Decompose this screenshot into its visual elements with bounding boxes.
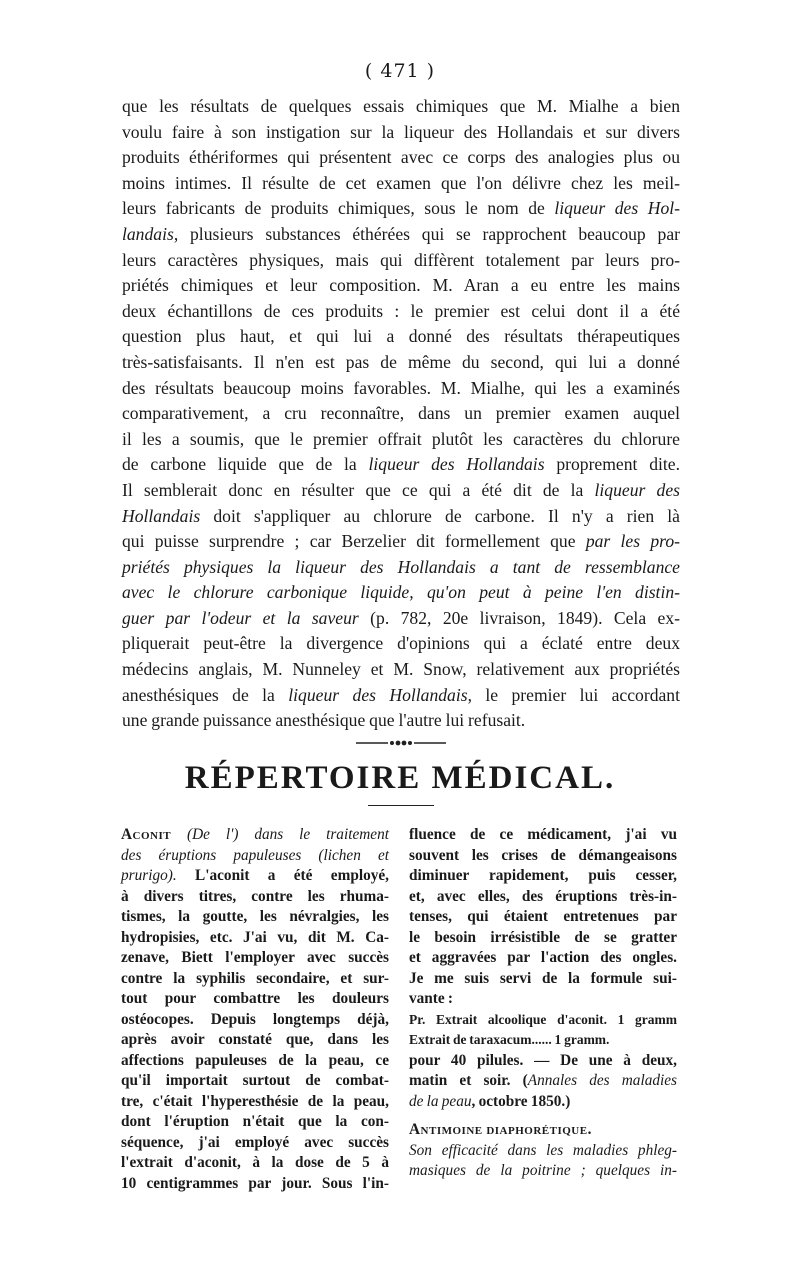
- text-span: fluence de ce médicament, j'ai vu: [409, 826, 677, 843]
- text-line: [409, 1051, 677, 1072]
- section-title: RÉPERTOIRE MÉDICAL.: [184, 760, 616, 796]
- text-span: question plus haut, et qui lui a donné des résultats thérapeutiques: [122, 326, 680, 347]
- text-span: le besoin irrésistible de se gratter: [409, 928, 677, 946]
- text-span: (p. 782, 20e livraison, 1849). Cela ex-: [358, 607, 681, 628]
- text-line: [409, 928, 677, 949]
- entry-heading: Aconit: [121, 826, 172, 843]
- text-span: ostéocopes. Depuis longtemps déjà,: [121, 1010, 389, 1028]
- text-line: [122, 708, 680, 734]
- italic-span: (De l') dans le traitement: [187, 826, 389, 843]
- text-span: priétés chimiques et leur composition. M. Aran a eu entre les mains: [122, 275, 680, 296]
- text-line: [122, 657, 680, 683]
- text-line: [121, 1174, 389, 1195]
- text-span: et aggravées par l'action des ongles.: [409, 949, 677, 966]
- italic-span: Hollandais: [122, 505, 201, 526]
- text-span: tismes, la goutte, les névralgies, les: [121, 908, 389, 925]
- text-line: [122, 478, 680, 504]
- text-span: voulu faire à son instigation sur la liqueur des Hollandais et sur divers: [122, 121, 680, 142]
- formula-line: Extrait de taraxacum...... 1 gramm.: [409, 1032, 610, 1047]
- text-span: Je me suis servi de la formule sui-: [409, 969, 677, 987]
- text-line: [409, 1030, 677, 1051]
- text-span: contre la syphilis secondaire, et sur-: [121, 969, 389, 987]
- text-span: diminuer rapidement, puis cesser,: [409, 867, 677, 884]
- text-span: il les a soumis, que le premier offrait plutôt les caractères du chlorure: [122, 428, 680, 449]
- text-line: [122, 94, 680, 120]
- italic-span: liqueur des Hollandais: [368, 454, 545, 475]
- text-line: [409, 989, 677, 1010]
- text-line: [121, 1112, 389, 1133]
- text-line: [121, 825, 389, 846]
- text-span: hydropisies, etc. J'ai vu, dit M. Ca-: [121, 928, 389, 946]
- text-span: anesthésiques de la: [122, 684, 289, 705]
- text-span: qui puisse surprendre ; car Berzelier dit formellement que: [122, 531, 586, 552]
- text-line: [409, 846, 677, 867]
- text-span: 10 centigrammes par jour. Sous l'in-: [121, 1174, 389, 1192]
- text-span: souvent les crises de démangeaisons: [409, 846, 677, 864]
- text-span: tre, c'était l'hyperesthésie de la peau,: [121, 1092, 389, 1110]
- text-line: [122, 631, 680, 657]
- title-rule: [368, 805, 434, 806]
- left-column: [121, 825, 389, 1194]
- text-span: dont l'éruption n'était que la con-: [121, 1113, 389, 1130]
- spacer: [409, 1112, 677, 1120]
- entry-heading: Antimoine diaphorétique.: [409, 1121, 592, 1138]
- text-span: leurs fabricants de produits chimiques, sous le nom de: [122, 198, 555, 219]
- text-span: zenave, Biett l'employer avec succès: [121, 949, 389, 966]
- text-line: [409, 887, 677, 908]
- text-line: [122, 222, 680, 248]
- text-line: [121, 928, 389, 949]
- body-paragraph: [122, 94, 680, 734]
- text-line: [122, 299, 680, 325]
- text-span: que les résultats de quelques essais chimiques que M. Mialhe a bien: [122, 96, 680, 116]
- text-line: [122, 376, 680, 402]
- text-line: [409, 907, 677, 928]
- text-line: [121, 907, 389, 928]
- text-span: moins intimes. Il résulte de cet examen que l'on délivre chez les meil-: [122, 172, 680, 193]
- italic-span: liqueur des Hollandais: [288, 684, 468, 705]
- text-span: l'extrait d'aconit, à la dose de 5 à: [121, 1154, 389, 1171]
- text-span: une grande puissance anesthésique que l'autre lui refusait.: [122, 710, 526, 731]
- text-span: [171, 826, 187, 843]
- text-span: affections papuleuses de la peau, ce: [121, 1051, 389, 1069]
- text-line: [121, 969, 389, 990]
- text-line: [121, 1010, 389, 1031]
- italic-span: masiques de la poitrine ; quelques in-: [409, 1162, 677, 1179]
- text-line: [409, 825, 677, 846]
- text-line: [122, 504, 680, 530]
- text-span: pliquerait peut-être la divergence d'opinions qui a éclaté entre deux: [122, 633, 680, 654]
- italic-span: guer par l'odeur et la saveur: [122, 607, 359, 628]
- text-span: médecins anglais, M. Nunneley et M. Snow, relativement aux propriétés: [122, 659, 680, 680]
- text-line: [122, 350, 680, 376]
- text-line: [122, 324, 680, 350]
- text-line: [409, 1141, 677, 1162]
- text-line: [409, 1010, 677, 1031]
- text-line: [122, 273, 680, 299]
- text-line: [121, 1133, 389, 1154]
- text-line: [121, 1051, 389, 1072]
- text-line: [121, 1153, 389, 1174]
- text-span: leurs caractères physiques, mais qui diffèrent totalement par leurs pro-: [122, 249, 680, 270]
- text-span: des résultats beaucoup moins favorables. M. Mialhe, qui les a examinés: [122, 377, 680, 398]
- text-line: [122, 529, 680, 555]
- text-span: L'aconit a été employé,: [176, 867, 389, 884]
- page-number: ( 471 ): [364, 60, 436, 82]
- text-span: doit s'appliquer au chlorure de carbone. Il n'y a rien là: [200, 505, 680, 526]
- text-line: [122, 248, 680, 274]
- italic-span: par les pro-: [585, 531, 681, 552]
- text-span: tenses, qui étaient entretenues par: [409, 908, 677, 925]
- italic-span: Son efficacité dans les maladies phleg-: [409, 1141, 677, 1159]
- text-span: à divers titres, contre les rhuma-: [121, 887, 389, 905]
- text-span: très-satisfaisants. Il n'en est pas de même du second, qui lui a donné: [122, 351, 680, 372]
- text-line: [121, 948, 389, 969]
- text-span: matin et soir. (: [409, 1072, 528, 1089]
- text-line: [121, 866, 389, 887]
- text-span: pour 40 pilules. — De une à deux,: [409, 1051, 677, 1069]
- text-line: [121, 989, 389, 1010]
- text-line: [122, 555, 680, 581]
- text-line: [409, 948, 677, 969]
- italic-span: landais: [122, 223, 174, 244]
- formula-line: Pr. Extrait alcoolique d'aconit. 1 gramm: [409, 1011, 677, 1027]
- text-span: proprement dite.: [544, 454, 680, 475]
- italic-span: avec le chlorure carbonique liquide, qu'on peut à peine l'en distin-: [122, 582, 680, 603]
- italic-span: Annales des maladies: [527, 1072, 677, 1089]
- text-line: [121, 1030, 389, 1051]
- text-line: [121, 1071, 389, 1092]
- italic-span: de la peau: [409, 1092, 472, 1110]
- text-span: qu'il importait surtout de combat-: [121, 1072, 389, 1089]
- text-span: , octobre 1850.): [471, 1092, 571, 1110]
- text-span: Il semblerait donc en résulter que ce qui a été dit de la: [122, 479, 595, 500]
- text-line: [409, 866, 677, 887]
- text-span: de carbone liquide que de la: [122, 454, 369, 475]
- right-column: [409, 825, 677, 1182]
- text-line: [409, 969, 677, 990]
- italic-span: liqueur des: [594, 479, 680, 500]
- text-line: [122, 683, 680, 709]
- text-line: [122, 171, 680, 197]
- text-line: [122, 401, 680, 427]
- text-span: , plusieurs substances éthérées qui se rapprochent beaucoup par: [173, 223, 680, 244]
- text-line: [121, 846, 389, 867]
- text-line: [121, 1092, 389, 1113]
- text-span: , le premier lui accordant: [467, 684, 680, 705]
- text-line: [122, 606, 680, 632]
- text-span: et, avec elles, des éruptions très-in-: [409, 887, 677, 905]
- text-line: [122, 427, 680, 453]
- text-line: [409, 1071, 677, 1092]
- text-line: [122, 145, 680, 171]
- text-line: [122, 452, 680, 478]
- text-span: comparativement, a cru reconnaître, dans un premier examen auquel: [122, 403, 680, 424]
- text-span: deux échantillons de ces produits : le premier est celui dont il a été: [122, 300, 680, 321]
- ornament-divider: [356, 738, 446, 748]
- text-line: [122, 580, 680, 606]
- text-span: produits éthériformes qui présentent avec ce corps des analogies plus ou: [122, 147, 680, 168]
- italic-span: liqueur des Hol-: [554, 198, 680, 219]
- text-line: [409, 1092, 677, 1113]
- text-line: [409, 1120, 677, 1141]
- text-span: tout pour combattre les douleurs: [121, 990, 389, 1007]
- text-line: [121, 887, 389, 908]
- text-line: [409, 1161, 677, 1182]
- italic-span: prurigo).: [121, 867, 177, 884]
- text-span: vante :: [409, 990, 454, 1007]
- text-line: [122, 196, 680, 222]
- italic-span: des éruptions papuleuses (lichen et: [121, 846, 389, 864]
- text-span: après avoir constaté que, dans les: [121, 1031, 389, 1048]
- text-span: séquence, j'ai employé avec succès: [121, 1133, 389, 1151]
- italic-span: priétés physiques la liqueur des Hollandais a tant de ressemblance: [122, 556, 680, 577]
- text-line: [122, 120, 680, 146]
